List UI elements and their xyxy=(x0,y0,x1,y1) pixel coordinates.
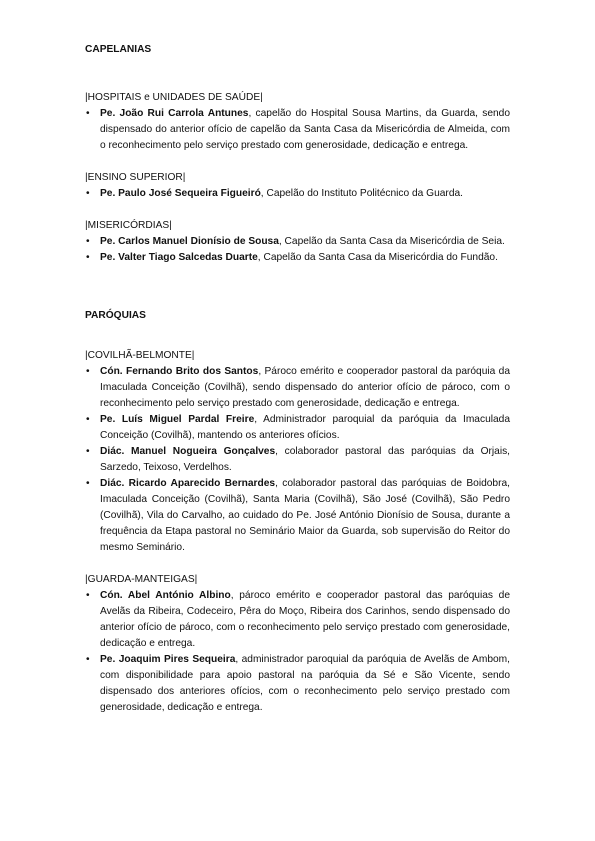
entry-name: Pe. Joaquim Pires Sequeira xyxy=(100,654,236,665)
entry-text: , colaborador pastoral das paróquias de Boidobra, Imaculada Conceição (Covilhã), Santa Maria (Covilhã), São José (Covilhã), São Pedro (Covilhã), Vila do Carvalho, ao cuidado do Pe. José António Dionísio de Sousa, durante a frequência da Etapa pastoral no Seminário Maior da Guarda, sob supervisão do Reitor do mesmo Seminário. xyxy=(100,478,510,553)
group-title-misericordias: |MISERICÓRDIAS| xyxy=(85,220,172,231)
section-title-paroquias: PARÓQUIAS xyxy=(85,310,146,321)
entry-name: Pe. Luís Miguel Pardal Freire xyxy=(100,414,255,425)
bullet-icon: • xyxy=(86,590,90,601)
list-item xyxy=(85,588,510,652)
list-item xyxy=(85,652,510,716)
entry-name: Cón. Abel António Albino xyxy=(100,590,231,601)
bullet-icon: • xyxy=(86,478,90,489)
entry-name: Pe. Paulo José Sequeira Figueiró xyxy=(100,188,261,199)
entry-text: , Capelão da Santa Casa da Misericórdia de Seia. xyxy=(278,236,505,247)
entry-text: , administrador paroquial da paróquia de Avelãs de Ambom, com disponibilidade para apoio pastoral na paróquia da Sé e São Vicente, sendo dispensado dos anteriores ofícios, com o reconhecimento pelo serviço prestado com generosidade, dedicação e entrega. xyxy=(100,654,510,713)
list-item xyxy=(85,234,510,250)
group-title-hospitais: |HOSPITAIS e UNIDADES DE SAÚDE| xyxy=(85,92,263,103)
list-item xyxy=(85,250,510,266)
entry-text: , Capelão da Santa Casa da Misericórdia do Fundão. xyxy=(257,252,498,263)
entry-name: Pe. Carlos Manuel Dionísio de Sousa xyxy=(100,236,279,247)
list-item xyxy=(85,444,510,476)
group-title-guarda: |GUARDA-MANTEIGAS| xyxy=(85,574,198,585)
entry-text: , Capelão do Instituto Politécnico da Guarda. xyxy=(260,188,463,199)
list-item xyxy=(85,412,510,444)
bullet-icon: • xyxy=(86,446,90,457)
bullet-icon: • xyxy=(86,366,90,377)
list-covilha xyxy=(85,364,510,556)
entry-name: Pe. João Rui Carrola Antunes xyxy=(100,108,249,119)
entry-name: Pe. Valter Tiago Salcedas Duarte xyxy=(100,252,258,263)
list-item xyxy=(85,186,510,202)
entry-text: , capelão do Hospital Sousa Martins, da Guarda, sendo dispensado do anterior ofício de capelão da Santa Casa da Misericórdia de Almeida, com o reconhecimento pelo serviço prestado com generosidade, dedicação e entrega. xyxy=(100,108,511,151)
entry-name: Diác. Manuel Nogueira Gonçalves xyxy=(100,446,276,457)
group-title-ensino: |ENSINO SUPERIOR| xyxy=(85,172,186,183)
bullet-icon: • xyxy=(86,236,90,247)
bullet-icon: • xyxy=(86,654,90,665)
list-item xyxy=(85,364,510,412)
entry-text: , Administrador paroquial da paróquia da Imaculada Conceição (Covilhã), mantendo os anteriores ofícios. xyxy=(100,414,510,441)
list-item xyxy=(85,476,510,556)
section-title-capelanias: CAPELANIAS xyxy=(85,44,152,55)
list-item xyxy=(85,106,510,154)
entry-text: , Pároco emérito e cooperador pastoral da paróquia da Imaculada Conceição (Covilhã), sendo dispensado do anterior ofício de pároco, com o reconhecimento pelo serviço prestado com generosidade, dedicação e entrega. xyxy=(100,366,510,409)
entry-name: Diác. Ricardo Aparecido Bernardes xyxy=(100,478,276,489)
group-title-covilha: |COVILHÃ-BELMONTE| xyxy=(85,350,195,361)
bullet-icon: • xyxy=(86,188,90,199)
list-guarda xyxy=(85,588,510,716)
list-misericordias xyxy=(85,234,510,266)
document-page xyxy=(85,42,510,716)
list-hospitais xyxy=(85,106,510,154)
bullet-icon: • xyxy=(86,414,90,425)
list-ensino xyxy=(85,186,510,202)
entry-name: Cón. Fernando Brito dos Santos xyxy=(100,366,259,377)
entry-text: , colaborador pastoral das paróquias da Orjais, Sarzedo, Teixoso, Verdelhos. xyxy=(100,446,511,473)
entry-text: , pároco emérito e cooperador pastoral das paróquias de Avelãs da Ribeira, Codeceiro, Pêra do Moço, Ribeira dos Carinhos, sendo dispensado do anterior ofício de pároco, com o reconhecimento pelo serviço prestado com generosidade, dedicação e entrega. xyxy=(100,590,510,649)
bullet-icon: • xyxy=(86,252,90,263)
bullet-icon: • xyxy=(86,108,90,119)
